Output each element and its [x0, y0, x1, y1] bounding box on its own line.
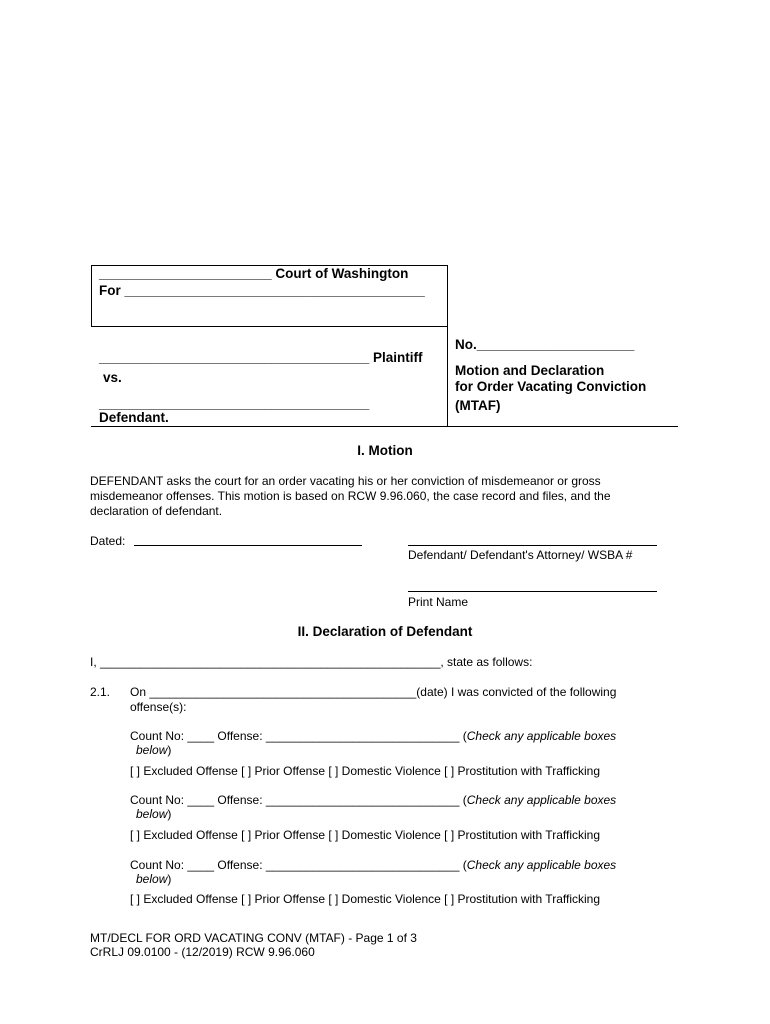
for-line: For ________________________________________: [99, 283, 425, 298]
court-line: _______________________ Court of Washington: [99, 266, 409, 281]
count-offense-text: Count No: ____ Offense: _____________________________ (: [130, 793, 467, 807]
signature-field[interactable]: [408, 545, 657, 546]
case-number: No._____________________: [455, 337, 635, 352]
print-name-field[interactable]: [408, 591, 657, 592]
count-below-line: [136, 872, 171, 886]
plaintiff-line: ____________________________________ Plaintiff: [99, 350, 423, 365]
count-below-line: [136, 743, 171, 757]
footer-line2: CrRLJ 09.0100 - (12/2019) RCW 9.96.060: [90, 945, 315, 959]
signature-caption: Defendant/ Defendant's Attorney/ WSBA #: [408, 548, 633, 562]
check-boxes-instruction: Check any applicable boxes: [466, 858, 617, 872]
defendant-blank: ____________________________________: [99, 396, 370, 411]
motion-heading: I. Motion: [357, 443, 413, 458]
motion-paragraph-line2: misdemeanor offenses. This motion is based on RCW 9.96.060, the case record and files, and the: [90, 489, 611, 503]
footer-line1: MT/DECL FOR ORD VACATING CONV (MTAF) - Page 1 of 3: [90, 931, 417, 945]
document-title-line3: (MTAF): [455, 398, 501, 413]
dated-field[interactable]: [134, 545, 362, 546]
count-offense-text: Count No: ____ Offense: _____________________________ (: [130, 729, 467, 743]
count-line: [130, 729, 616, 743]
print-name-caption: Print Name: [408, 595, 469, 609]
document-title-line1: Motion and Declaration: [455, 363, 605, 378]
below-close: ): [167, 807, 172, 821]
count-line: [130, 793, 616, 807]
declaration-heading: II. Declaration of Defendant: [297, 624, 473, 639]
caption-mid-border: [91, 326, 447, 327]
count-checkboxes[interactable]: [ ] Excluded Offense [ ] Prior Offense [ ] Domestic Violence [ ] Prostitution with Trafficking: [130, 828, 600, 842]
below-instruction: below: [136, 743, 168, 757]
count-line: [130, 858, 616, 872]
check-boxes-instruction: Check any applicable boxes: [466, 793, 617, 807]
check-boxes-instruction: Check any applicable boxes: [466, 729, 617, 743]
caption-divider: [447, 265, 448, 426]
count-checkboxes[interactable]: [ ] Excluded Offense [ ] Prior Offense [ ] Domestic Violence [ ] Prostitution with Trafficking: [130, 892, 600, 906]
count-checkboxes[interactable]: [ ] Excluded Offense [ ] Prior Offense [ ] Domestic Violence [ ] Prostitution with Trafficking: [130, 764, 600, 778]
item-number: 2.1.: [90, 685, 111, 699]
below-instruction: below: [136, 807, 168, 821]
item-line1: On ________________________________________(date) I was convicted of the following: [130, 685, 617, 699]
item-line2: offense(s):: [130, 700, 187, 714]
caption-left-border: [91, 265, 92, 326]
dated-label: Dated:: [90, 534, 126, 548]
motion-paragraph-line3: declaration of defendant.: [90, 504, 223, 518]
caption-bottom-border: [91, 426, 678, 427]
below-close: ): [167, 872, 172, 886]
vs-label: vs.: [103, 370, 122, 385]
below-instruction: below: [136, 872, 168, 886]
defendant-label: Defendant.: [99, 410, 169, 425]
document-title-line2: for Order Vacating Conviction: [455, 379, 647, 394]
declaration-intro: I, ___________________________________________________, state as follows:: [90, 655, 533, 669]
motion-paragraph-line1: DEFENDANT asks the court for an order vacating his or her conviction of misdemeanor or gross: [90, 474, 601, 488]
count-offense-text: Count No: ____ Offense: _____________________________ (: [130, 858, 467, 872]
below-close: ): [167, 743, 172, 757]
count-below-line: [136, 807, 171, 821]
